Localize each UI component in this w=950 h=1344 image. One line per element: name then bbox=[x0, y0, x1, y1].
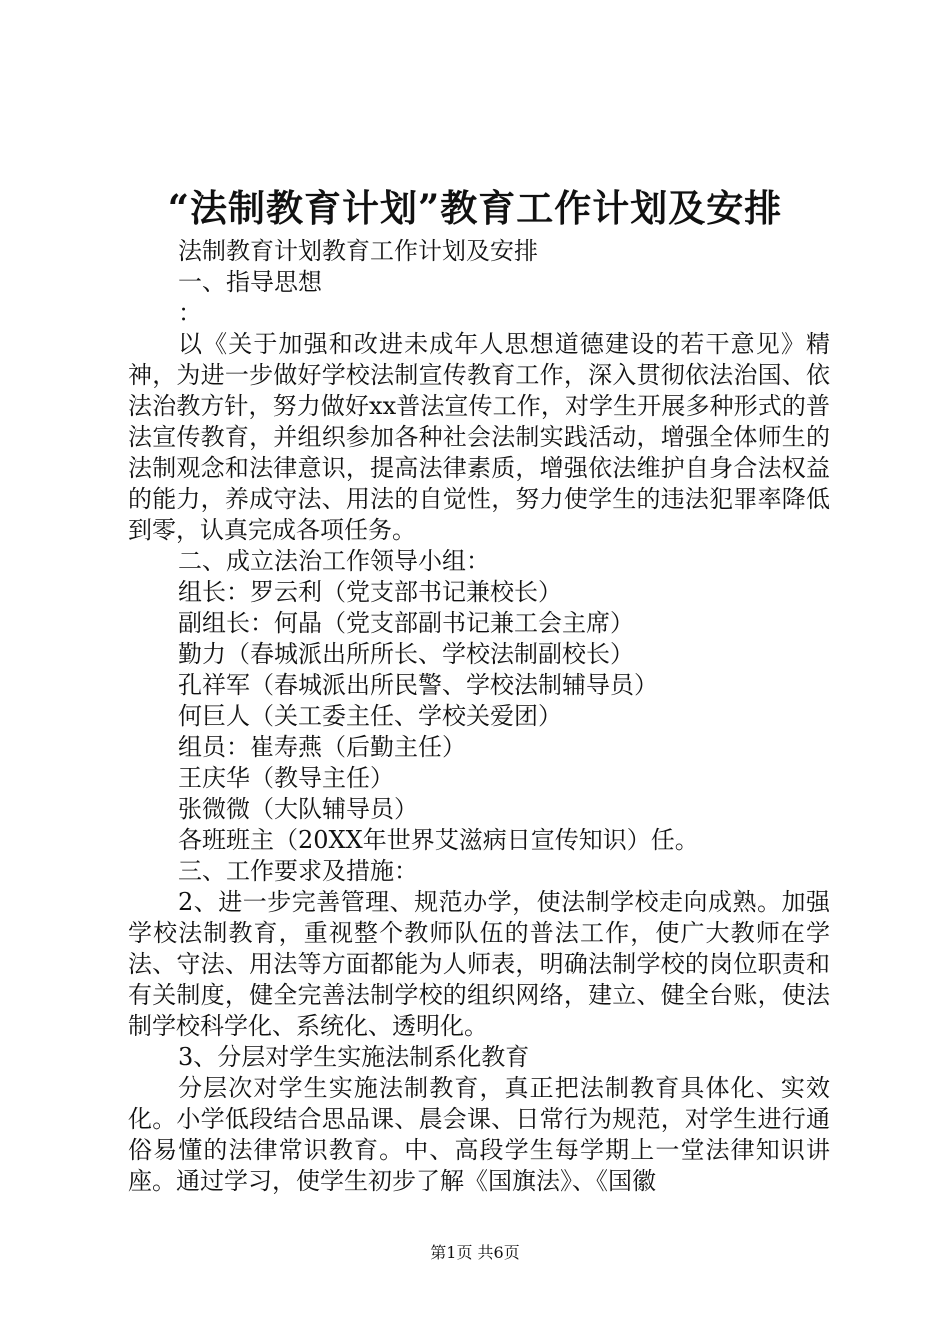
paragraph-point-2: 2、进一步完善管理、规范办学，使法制学校走向成熟。加强学校法制教育，重视整个教师队伍的普法工作，使广大教师在学法、守法、用法等方面都能为人师表，明确法制学校的岗位职责和有关制度，健全完善法制学校的组织网络，建立、健全台账，使法制学校科学化、系统化、透明化。 bbox=[128, 888, 830, 1040]
heading-guiding-ideology: 一、指导思想 bbox=[178, 268, 322, 296]
page-footer: 第1页 共6页 bbox=[430, 1243, 520, 1262]
paragraph-guiding-text: 以《关于加强和改进未成年人思想道德建设的若干意见》精神，为进一步做好学校法制宣传教育工作，深入贯彻依法治国、依法治教方针，努力做好xx普法宣传工作，对学生开展多种形式的普法宣传教育，并组织参加各种社会法制实践活动，增强全体师生的法制观念和法律意识，提高法律素质，增强依法维护自身合法权益的能力，养成守法、用法的自觉性，努力使学生的违法犯罪率降低到零，认真完成各项任务。 bbox=[128, 330, 830, 544]
list-item-member: 孔祥军（春城派出所民警、学校法制辅导员） bbox=[178, 671, 658, 699]
paragraph-point-3-heading: 3、分层对学生实施法制系化教育 bbox=[178, 1043, 530, 1071]
list-item-leader: 组长：罗云利（党支部书记兼校长） bbox=[178, 578, 562, 606]
document-title: “法制教育计划”教育工作计划及安排 bbox=[167, 186, 783, 230]
list-item-member: 何巨人（关工委主任、学校关爱团） bbox=[178, 702, 562, 730]
paragraph-colon: ： bbox=[178, 299, 202, 327]
list-item-member: 张微微（大队辅导员） bbox=[178, 795, 418, 823]
document-body bbox=[128, 236, 830, 1197]
list-item-member: 各班班主（20XX年世界艾滋病日宣传知识）任。 bbox=[178, 826, 699, 854]
heading-requirements: 三、工作要求及措施： bbox=[178, 857, 418, 885]
list-item-member: 王庆华（教导主任） bbox=[178, 764, 394, 792]
list-item-deputy-leader: 副组长：何晶（党支部副书记兼工会主席） bbox=[178, 609, 634, 637]
paragraph-subtitle: 法制教育计划教育工作计划及安排 bbox=[178, 237, 538, 265]
paragraph-point-3-text: 分层次对学生实施法制教育，真正把法制教育具体化、实效化。小学低段结合思品课、晨会课、日常行为规范，对学生进行通俗易懂的法律常识教育。中、高段学生每学期上一堂法律知识讲座。通过学习，使学生初步了解《国旗法》、《国徽 bbox=[128, 1074, 830, 1195]
list-item-member: 勤力（春城派出所所长、学校法制副校长） bbox=[178, 640, 634, 668]
list-item-member: 组员：崔寿燕（后勤主任） bbox=[178, 733, 466, 761]
heading-leadership-group: 二、成立法治工作领导小组： bbox=[178, 547, 490, 575]
